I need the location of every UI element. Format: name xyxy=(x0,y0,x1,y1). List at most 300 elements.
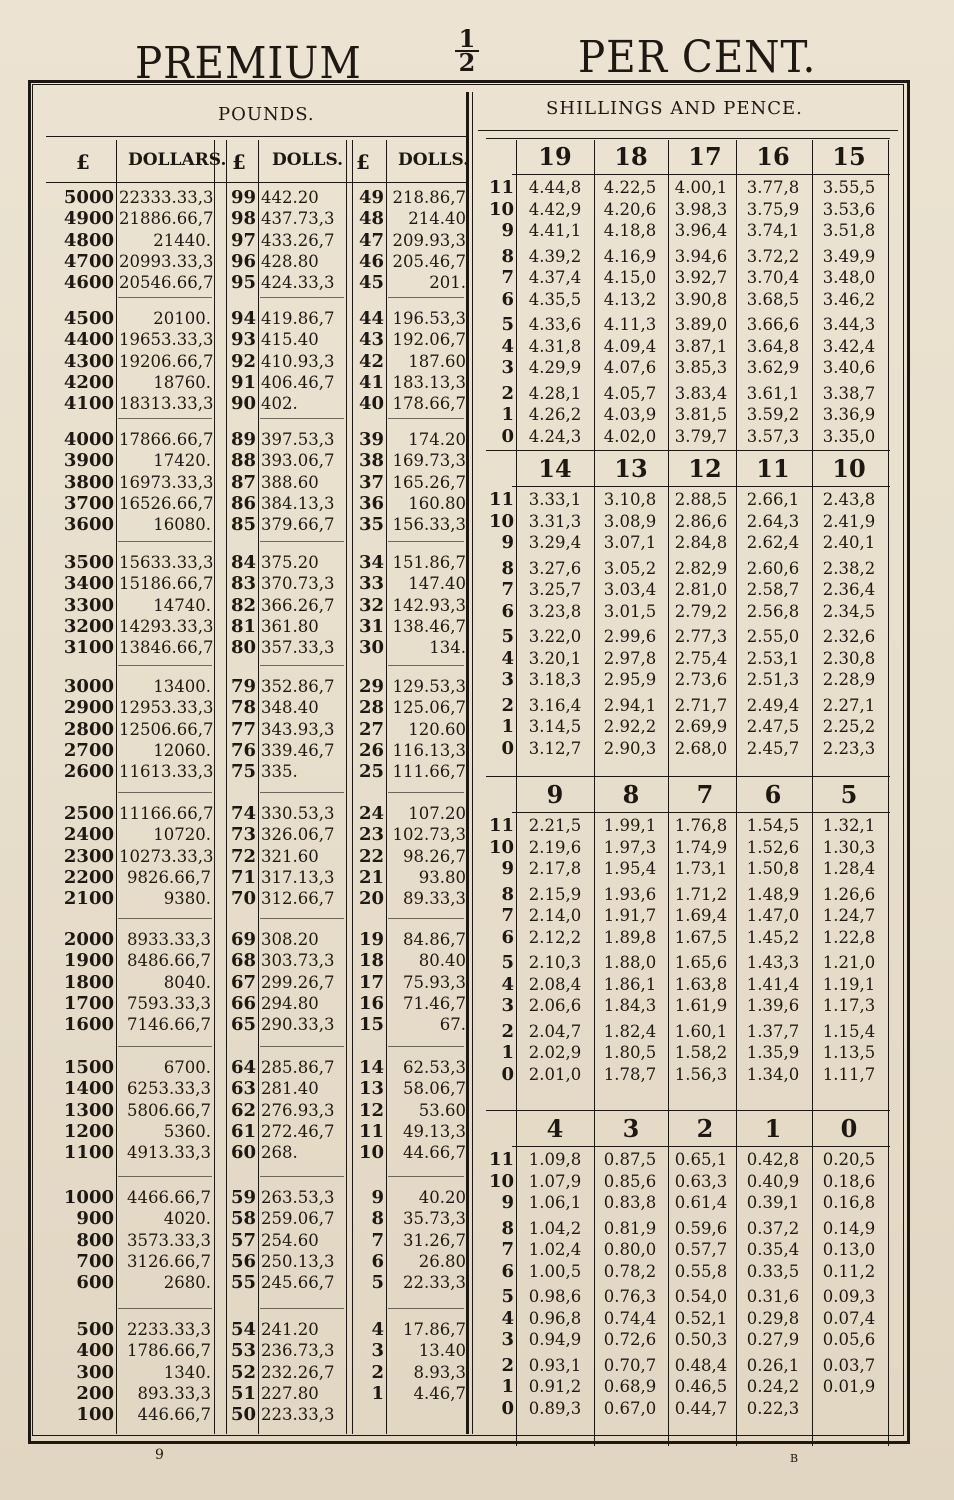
premium-value: 1.89,8 xyxy=(603,927,657,947)
premium-value: 0.96,8 xyxy=(528,1308,582,1328)
premium-value: 0.11,2 xyxy=(822,1261,876,1281)
pence-number: 5 xyxy=(501,626,514,647)
pence-number: 2 xyxy=(501,694,514,716)
pounds-amount: 2000 xyxy=(63,929,114,950)
dollars-value: 406.46,7 xyxy=(261,372,335,392)
dollars-value: 138.46,7 xyxy=(392,616,466,636)
dollars-value: 245.66,7 xyxy=(261,1273,335,1293)
dollars-value: 201. xyxy=(429,273,466,293)
dollars-value: 17866.66,7 xyxy=(119,430,214,449)
premium-value: 3.27,6 xyxy=(528,558,582,578)
pounds-amount: 4600 xyxy=(63,272,114,294)
pounds-amount: 32 xyxy=(358,594,384,616)
dollars-value: 98.26,7 xyxy=(403,846,466,866)
dollars-value: 102.73,3 xyxy=(392,825,466,845)
pounds-amount: 1300 xyxy=(63,1099,114,1121)
pounds-amount: 81 xyxy=(230,615,256,637)
shillings-col-rule xyxy=(736,140,737,474)
dollars-value: 308.20 xyxy=(261,930,319,949)
premium-value: 3.07,1 xyxy=(603,533,657,552)
pounds-group-rule xyxy=(388,1046,464,1047)
dollars-value: 384.13,3 xyxy=(261,493,335,513)
shilling-column-header: 8 xyxy=(622,780,640,809)
pounds-amount: 2100 xyxy=(63,888,114,910)
shilling-column-header: 0 xyxy=(840,1114,858,1143)
dollars-value: 58.06,7 xyxy=(403,1079,466,1099)
shillings-col-rule xyxy=(812,778,813,1112)
pounds-amount: 33 xyxy=(358,573,384,595)
shillings-col-rule xyxy=(668,452,669,786)
premium-value: 2.88,5 xyxy=(674,490,728,509)
dollars-value: 259.06,7 xyxy=(261,1209,335,1229)
premium-value: 1.56,3 xyxy=(674,1064,728,1084)
premium-value: 1.02,4 xyxy=(528,1240,582,1259)
premium-value: 1.04,2 xyxy=(528,1218,582,1238)
premium-value: 0.52,1 xyxy=(674,1308,728,1328)
premium-value: 1.37,7 xyxy=(746,1021,800,1041)
premium-value: 0.14,9 xyxy=(822,1218,876,1238)
dollars-value: 893.33,3 xyxy=(137,1383,211,1403)
pence-number: 0 xyxy=(501,737,514,759)
premium-value: 2.77,3 xyxy=(674,627,728,646)
premium-value: 2.51,3 xyxy=(746,670,800,689)
pounds-amount: 90 xyxy=(230,393,256,415)
premium-value: 3.87,1 xyxy=(674,336,728,356)
pounds-amount: 46 xyxy=(358,250,384,272)
dollars-value: 3573.33,3 xyxy=(127,1230,211,1250)
premium-value: 3.79,7 xyxy=(674,426,728,446)
pence-number: 10 xyxy=(488,836,514,858)
pounds-group-rule xyxy=(260,918,344,919)
shillings-col-rule xyxy=(888,1112,889,1446)
pounds-amount: 4400 xyxy=(63,329,114,351)
dollars-value: 330.53,3 xyxy=(261,804,335,823)
pounds-amount: 4100 xyxy=(63,393,114,415)
premium-value: 0.72,6 xyxy=(603,1330,657,1349)
premium-value: 0.78,2 xyxy=(603,1261,657,1281)
pounds-group-rule xyxy=(118,665,212,666)
dollars-value: 160.80 xyxy=(408,493,466,513)
pence-number: 10 xyxy=(488,510,514,532)
premium-value: 1.50,8 xyxy=(746,859,800,878)
pence-number: 4 xyxy=(501,647,514,669)
premium-value: 3.08,9 xyxy=(603,511,657,531)
dollars-value: 8040. xyxy=(163,972,211,992)
premium-value: 4.03,9 xyxy=(603,405,657,424)
pence-number: 10 xyxy=(488,1170,514,1192)
pence-number: 9 xyxy=(501,858,514,879)
pence-number: 6 xyxy=(501,1260,514,1282)
premium-value: 1.43,3 xyxy=(746,953,800,972)
pounds-amount: 400 xyxy=(76,1340,114,1362)
dollars-value: 22.33,3 xyxy=(403,1273,466,1293)
premium-value: 3.35,0 xyxy=(822,426,876,446)
premium-value: 2.86,6 xyxy=(674,511,728,531)
dollars-value: 321.60 xyxy=(261,846,319,866)
premium-value: 4.02,0 xyxy=(603,426,657,446)
pence-number: 9 xyxy=(501,532,514,553)
premium-value: 2.97,8 xyxy=(603,648,657,668)
premium-value: 1.13,5 xyxy=(822,1043,876,1062)
dollars-value: 17.86,7 xyxy=(403,1320,466,1339)
pence-number: 3 xyxy=(501,357,514,378)
pence-number: 4 xyxy=(501,335,514,357)
pounds-amount: 1800 xyxy=(63,971,114,993)
premium-value: 4.15,0 xyxy=(603,268,657,287)
pounds-amount: 3000 xyxy=(63,676,114,697)
dollars-value: 227.80 xyxy=(261,1383,319,1403)
pounds-amount: 61 xyxy=(230,1120,256,1142)
pounds-amount: 79 xyxy=(230,676,256,697)
dollars-value: 12953.33,3 xyxy=(119,698,214,718)
pounds-amount: 3400 xyxy=(63,573,114,595)
shillings-col-rule xyxy=(888,140,889,474)
premium-value: 1.80,5 xyxy=(603,1043,657,1062)
pounds-amount: 1400 xyxy=(63,1078,114,1100)
pounds-amount: 1500 xyxy=(63,1057,114,1078)
pence-number: 4 xyxy=(501,1307,514,1329)
premium-value: 3.23,8 xyxy=(528,601,582,621)
pounds-amount: 4900 xyxy=(63,208,114,230)
premium-value: 0.46,5 xyxy=(674,1377,728,1396)
premium-value: 2.32,6 xyxy=(822,627,876,646)
dollars-value: 419.86,7 xyxy=(261,309,335,328)
shillings-col-rule xyxy=(516,778,517,1112)
premium-value: 3.18,3 xyxy=(528,670,582,689)
pounds-amount: 38 xyxy=(358,450,384,472)
dollars-value: 4913.33,3 xyxy=(127,1143,211,1163)
pounds-amount: 17 xyxy=(358,971,384,993)
pounds-amount: 30 xyxy=(358,637,384,659)
premium-value: 3.14,5 xyxy=(528,717,582,736)
premium-value: 4.37,4 xyxy=(528,268,582,287)
shillings-col-rule xyxy=(594,452,595,786)
premium-value: 1.35,9 xyxy=(746,1043,800,1062)
pounds-group-rule xyxy=(260,541,344,542)
premium-value: 0.91,2 xyxy=(528,1377,582,1396)
pounds-amount: 1200 xyxy=(63,1120,114,1142)
pounds-col-header: DOLLS. xyxy=(398,150,470,170)
premium-value: 1.58,2 xyxy=(674,1043,728,1062)
premium-value: 3.25,7 xyxy=(528,580,582,599)
premium-value: 2.71,7 xyxy=(674,695,728,715)
pounds-amount: 92 xyxy=(230,350,256,372)
shillings-title-rule xyxy=(478,130,898,131)
pounds-amount: 2700 xyxy=(63,739,114,761)
premium-value: 0.74,4 xyxy=(603,1308,657,1328)
premium-value: 1.61,9 xyxy=(674,996,728,1015)
pounds-group-rule xyxy=(260,297,344,298)
premium-value: 3.48,0 xyxy=(822,268,876,287)
header-premium: PREMIUM xyxy=(135,38,362,89)
shillings-col-rule xyxy=(668,1112,669,1446)
premium-value: 3.59,2 xyxy=(746,405,800,424)
dollars-value: 15186.66,7 xyxy=(119,574,214,594)
pounds-amount: 10 xyxy=(358,1142,384,1164)
premium-value: 3.89,0 xyxy=(674,315,728,334)
premium-value: 1.15,4 xyxy=(822,1021,876,1041)
pounds-amount: 99 xyxy=(230,187,256,208)
pounds-amount: 2500 xyxy=(63,803,114,824)
pounds-amount: 52 xyxy=(230,1361,256,1383)
dollars-value: 16080. xyxy=(153,515,211,535)
pence-number: 9 xyxy=(501,220,514,241)
dollars-value: 218.86,7 xyxy=(392,188,466,207)
shillings-col-rule xyxy=(736,1112,737,1446)
dollars-value: 290.33,3 xyxy=(261,1015,335,1035)
shillings-block-top-rule xyxy=(486,450,890,451)
premium-value: 1.09,8 xyxy=(528,1150,582,1169)
dollars-value: 437.73,3 xyxy=(261,209,335,229)
pounds-amount: 1000 xyxy=(63,1187,114,1208)
pounds-amount: 2300 xyxy=(63,845,114,867)
pounds-amount: 49 xyxy=(358,187,384,208)
premium-value: 2.12,2 xyxy=(528,927,582,947)
premium-value: 2.06,6 xyxy=(528,996,582,1015)
pence-number: 3 xyxy=(501,669,514,690)
premium-value: 1.86,1 xyxy=(603,974,657,994)
premium-value: 2.21,5 xyxy=(528,816,582,835)
premium-value: 2.49,4 xyxy=(746,695,800,715)
premium-value: 3.85,3 xyxy=(674,358,728,377)
dollars-value: 232.26,7 xyxy=(261,1362,335,1382)
dollars-value: 142.93,3 xyxy=(392,595,466,615)
pounds-col-header: £ xyxy=(356,150,370,174)
premium-value: 4.41,1 xyxy=(528,221,582,240)
pounds-amount: 76 xyxy=(230,739,256,761)
dollars-value: 4466.66,7 xyxy=(127,1188,211,1207)
premium-value: 0.59,6 xyxy=(674,1218,728,1238)
dollars-value: 53.60 xyxy=(418,1100,466,1120)
dollars-value: 8.93,3 xyxy=(413,1362,466,1382)
dollars-value: 2680. xyxy=(163,1273,211,1293)
pounds-amount: 66 xyxy=(230,992,256,1014)
premium-value: 2.08,4 xyxy=(528,974,582,994)
premium-value: 0.83,8 xyxy=(603,1193,657,1212)
shilling-column-header: 1 xyxy=(764,1114,782,1143)
shillings-col-rule xyxy=(812,1112,813,1446)
premium-value: 2.73,6 xyxy=(674,670,728,689)
shillings-col-rule xyxy=(812,140,813,474)
dollars-value: 62.53,3 xyxy=(403,1058,466,1077)
premium-value: 0.42,8 xyxy=(746,1150,800,1169)
premium-value: 0.67,0 xyxy=(603,1398,657,1418)
pence-number: 7 xyxy=(501,1239,514,1260)
pounds-amount: 5 xyxy=(371,1272,384,1294)
dollars-value: 6253.33,3 xyxy=(127,1079,211,1099)
shilling-column-header: 16 xyxy=(756,142,790,171)
pounds-amount: 72 xyxy=(230,845,256,867)
premium-value: 2.45,7 xyxy=(746,738,800,758)
pounds-amount: 35 xyxy=(358,514,384,536)
premium-value: 0.13,0 xyxy=(822,1240,876,1259)
premium-value: 3.38,7 xyxy=(822,383,876,403)
premium-value: 2.41,9 xyxy=(822,511,876,531)
pounds-amount: 3100 xyxy=(63,637,114,659)
dollars-value: 223.33,3 xyxy=(261,1405,335,1425)
pounds-col-header: DOLLS. xyxy=(272,150,344,170)
pounds-group-rule xyxy=(388,792,464,793)
dollars-value: 18313.33,3 xyxy=(119,394,214,414)
pounds-amount: 13 xyxy=(358,1078,384,1100)
shillings-title: SHILLINGS AND PENCE. xyxy=(546,98,803,119)
premium-value: 0.48,4 xyxy=(674,1355,728,1375)
premium-value: 0.57,7 xyxy=(674,1240,728,1259)
pounds-amount: 51 xyxy=(230,1382,256,1404)
premium-value: 0.07,4 xyxy=(822,1308,876,1328)
premium-value: 2.34,5 xyxy=(822,601,876,621)
premium-value: 4.00,1 xyxy=(674,178,728,197)
premium-value: 2.01,0 xyxy=(528,1064,582,1084)
premium-value: 1.39,6 xyxy=(746,996,800,1015)
pounds-amount: 70 xyxy=(230,888,256,910)
pounds-amount: 3900 xyxy=(63,450,114,472)
dollars-value: 17420. xyxy=(153,451,211,471)
pounds-amount: 58 xyxy=(230,1208,256,1230)
pounds-amount: 2600 xyxy=(63,761,114,783)
dollars-value: 442.20 xyxy=(261,188,319,207)
pounds-amount: 25 xyxy=(358,761,384,783)
premium-value: 0.81,9 xyxy=(603,1218,657,1238)
dollars-value: 12506.66,7 xyxy=(119,719,214,739)
dollars-value: 379.66,7 xyxy=(261,515,335,535)
premium-value: 2.28,9 xyxy=(822,670,876,689)
pounds-group-rule xyxy=(118,418,212,419)
dollars-value: 89.33,3 xyxy=(403,889,466,909)
shilling-column-header: 19 xyxy=(538,142,572,171)
dollars-value: 111.66,7 xyxy=(392,762,466,782)
premium-value: 2.95,9 xyxy=(603,670,657,689)
pounds-amount: 21 xyxy=(358,866,384,888)
pounds-col-rule xyxy=(116,140,117,1434)
premium-value: 2.25,2 xyxy=(822,717,876,736)
premium-value: 3.46,2 xyxy=(822,289,876,309)
premium-value: 0.68,9 xyxy=(603,1377,657,1396)
pounds-amount: 19 xyxy=(358,929,384,950)
premium-value: 3.44,3 xyxy=(822,315,876,334)
dollars-value: 352.86,7 xyxy=(261,677,335,696)
pounds-amount: 86 xyxy=(230,492,256,514)
premium-value: 4.29,9 xyxy=(528,358,582,377)
pounds-amount: 80 xyxy=(230,637,256,659)
dollars-value: 44.66,7 xyxy=(403,1143,466,1163)
premium-value: 2.19,6 xyxy=(528,837,582,857)
premium-value: 2.66,1 xyxy=(746,490,800,509)
premium-value: 3.33,1 xyxy=(528,490,582,509)
dollars-value: 214.40 xyxy=(408,209,466,229)
premium-value: 2.27,1 xyxy=(822,695,876,715)
pounds-amount: 8 xyxy=(371,1208,384,1230)
premium-value: 3.42,4 xyxy=(822,336,876,356)
premium-value: 3.55,5 xyxy=(822,178,876,197)
pounds-amount: 53 xyxy=(230,1340,256,1362)
pounds-amount: 43 xyxy=(358,329,384,351)
dollars-value: 183.13,3 xyxy=(392,372,466,392)
premium-value: 0.50,3 xyxy=(674,1330,728,1349)
dollars-value: 107.20 xyxy=(408,804,466,823)
dollars-value: 12060. xyxy=(153,740,211,760)
pounds-amount: 16 xyxy=(358,992,384,1014)
pounds-amount: 2200 xyxy=(63,866,114,888)
dollars-value: 13846.66,7 xyxy=(119,638,214,658)
premium-value: 1.00,5 xyxy=(528,1261,582,1281)
dollars-value: 20100. xyxy=(153,309,211,328)
pounds-amount: 54 xyxy=(230,1319,256,1340)
premium-value: 1.52,6 xyxy=(746,837,800,857)
shillings-col-rule xyxy=(736,452,737,786)
pounds-amount: 77 xyxy=(230,718,256,740)
pounds-group-rule xyxy=(260,1046,344,1047)
premium-value: 0.18,6 xyxy=(822,1171,876,1191)
dollars-value: 196.53,3 xyxy=(392,309,466,328)
dollars-value: 8933.33,3 xyxy=(127,930,211,949)
dollars-value: 187.60 xyxy=(408,351,466,371)
pounds-group-rule xyxy=(260,1308,344,1309)
dollars-value: 335. xyxy=(261,762,298,782)
dollars-value: 433.26,7 xyxy=(261,230,335,250)
dollars-value: 84.86,7 xyxy=(403,930,466,949)
pounds-amount: 14 xyxy=(358,1057,384,1078)
pounds-amount: 1100 xyxy=(63,1142,114,1164)
pounds-amount: 40 xyxy=(358,393,384,415)
premium-value: 1.63,8 xyxy=(674,974,728,994)
premium-value: 3.36,9 xyxy=(822,405,876,424)
premium-value: 1.11,7 xyxy=(822,1064,876,1084)
dollars-value: 15633.33,3 xyxy=(119,553,214,572)
pounds-amount: 1600 xyxy=(63,1014,114,1036)
dollars-value: 205.46,7 xyxy=(392,251,466,271)
premium-value: 0.63,3 xyxy=(674,1171,728,1191)
premium-value: 4.05,7 xyxy=(603,383,657,403)
premium-value: 2.81,0 xyxy=(674,580,728,599)
premium-value: 2.38,2 xyxy=(822,558,876,578)
dollars-value: 14740. xyxy=(153,595,211,615)
dollars-value: 10720. xyxy=(153,825,211,845)
dollars-value: 393.06,7 xyxy=(261,451,335,471)
dollars-value: 9380. xyxy=(163,889,211,909)
dollars-value: 299.26,7 xyxy=(261,972,335,992)
shillings-col-rule xyxy=(594,140,595,474)
dollars-value: 11166.66,7 xyxy=(119,804,214,823)
premium-value: 2.53,1 xyxy=(746,648,800,668)
dollars-value: 151.86,7 xyxy=(392,553,466,572)
pence-number: 4 xyxy=(501,973,514,995)
pounds-amount: 6 xyxy=(371,1250,384,1272)
premium-value: 0.22,3 xyxy=(746,1398,800,1418)
pence-number: 1 xyxy=(501,1376,514,1397)
pounds-amount: 50 xyxy=(230,1404,256,1426)
dollars-value: 415.40 xyxy=(261,330,319,350)
dollars-value: 272.46,7 xyxy=(261,1121,335,1141)
pounds-amount: 11 xyxy=(358,1120,384,1142)
pounds-col-header-rule xyxy=(46,182,466,183)
premium-value: 3.51,8 xyxy=(822,221,876,240)
premium-value: 4.24,3 xyxy=(528,426,582,446)
pounds-group-rule xyxy=(388,665,464,666)
pounds-col-header: £ xyxy=(232,150,246,174)
premium-value: 2.60,6 xyxy=(746,558,800,578)
dollars-value: 3126.66,7 xyxy=(127,1251,211,1271)
premium-value: 3.74,1 xyxy=(746,221,800,240)
premium-value: 3.75,9 xyxy=(746,199,800,219)
premium-value: 4.42,9 xyxy=(528,199,582,219)
pounds-amount: 57 xyxy=(230,1229,256,1251)
dollars-value: 370.73,3 xyxy=(261,574,335,594)
pounds-amount: 1700 xyxy=(63,992,114,1014)
dollars-value: 357.33,3 xyxy=(261,638,335,658)
shillings-col-rule xyxy=(812,452,813,786)
premium-value: 0.26,1 xyxy=(746,1355,800,1375)
